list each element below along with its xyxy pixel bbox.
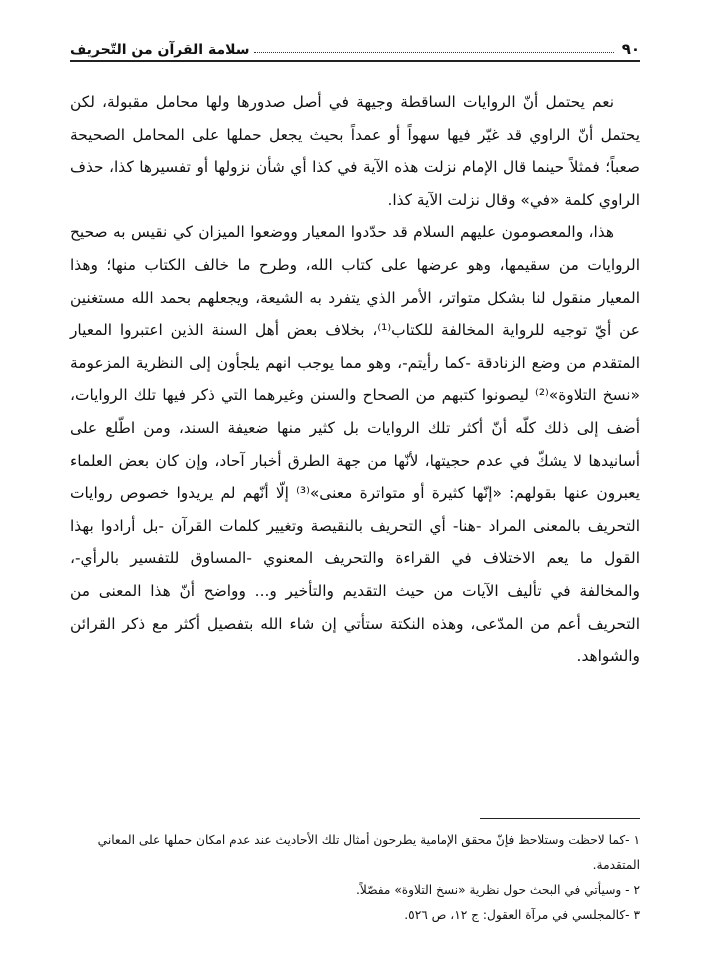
header-dotted-leader <box>254 52 614 53</box>
running-header <box>70 30 640 58</box>
page-number: ٩٠ <box>621 40 640 58</box>
footnote: ٢ - وسيأتي في البحث حول نظرية «نسخ التلاوة» مفصّلاً. <box>356 883 640 897</box>
footnotes <box>70 828 640 928</box>
running-title: سلامة القرآن من التّحريف <box>70 42 250 58</box>
paragraph: هذا، والمعصومون عليهم السلام قد حدّدوا المعيار ووضعوا الميزان كي نقيس به صحيح الروايات من سقيمها، وهو عرضها على كتاب الله، وطرح ما خالف الكتاب منها؛ وهذا المعيار منقول لنا بشكل متواتر، الأمر الذي يتفرد به الشيعة، ويجعلهم بحمد الله مستغنين عن أيّ توجيه للرواية المخالفة للكتاب⁽¹⁾، بخلاف بعض أهل السنة الذين اعتبروا المعيار المتقدم من وضع الزنادقة -كما رأيتم-، وهو مما يوجب انهم يلجأون إلى النظرية المزعومة «نسخ التلاوة»⁽²⁾ ليصونوا كتبهم من الصحاح والسنن وغيرهما التي ذكر فيها تلك الروايات، أضف إلى ذلك كلّه أنّ أكثر تلك الروايات بل كثير منها ضعيفة السند، ومن اطّلع على أسانيدها لا يشكّ في عدم حجيتها، لأنّها من جهة الطرق أخبار آحاد، وإن كان بعض العلماء يعبرون عنها بقولهم: «إنّها كثيرة أو متواترة معنى»⁽³⁾ إلّا أنّهم لم يريدوا خصوص روايات التحريف بالمعنى المراد -هنا- أي التحريف بالنقيصة وتغيير كلمات القرآن -بل أرادوا بهذا القول ما يعم الاختلاف في القراءة والتحريف المعنوي -المساوق للتفسير بالرأي-، والمخالفة في تأليف الآيات من حيث التقديم والتأخير و... وواضح أنّ هذا المعنى من التحريف أعم من المدّعى، وهذه النكتة ستأتي إن شاء الله بتفصيل أكثر مع ذكر القرائن والشواهد. <box>70 223 640 666</box>
paragraph: نعم يحتمل أنّ الروايات الساقطة وجيهة في أصل صدورها ولها محامل مقبولة، لكن يحتمل أنّ الراوي قد غيّر فيها سهواً أو عمداً بحيث يجعل حملها على المحامل الصحيحة صعباً؛ فمثلاً حينما قال الإمام نزلت هذه الآية في كذا أي شأن نزولها أو تفسيرها كذا، حذف الراوي كلمة «في» وقال نزلت الآية كذا. <box>70 93 640 209</box>
footnote: ٣ -كالمجلسي في مرآة العقول: ج ١٢، ص ٥٢٦. <box>404 908 640 922</box>
header-rule <box>70 60 640 62</box>
footnote: ١ -كما لاحظت وستلاحظ فإنّ محقق الإمامية يطرحون أمثال تلك الأحاديث عند عدم امكان حملها على المعاني المتقدمة. <box>97 833 640 872</box>
main-text <box>70 86 640 673</box>
footnote-separator <box>480 818 640 819</box>
